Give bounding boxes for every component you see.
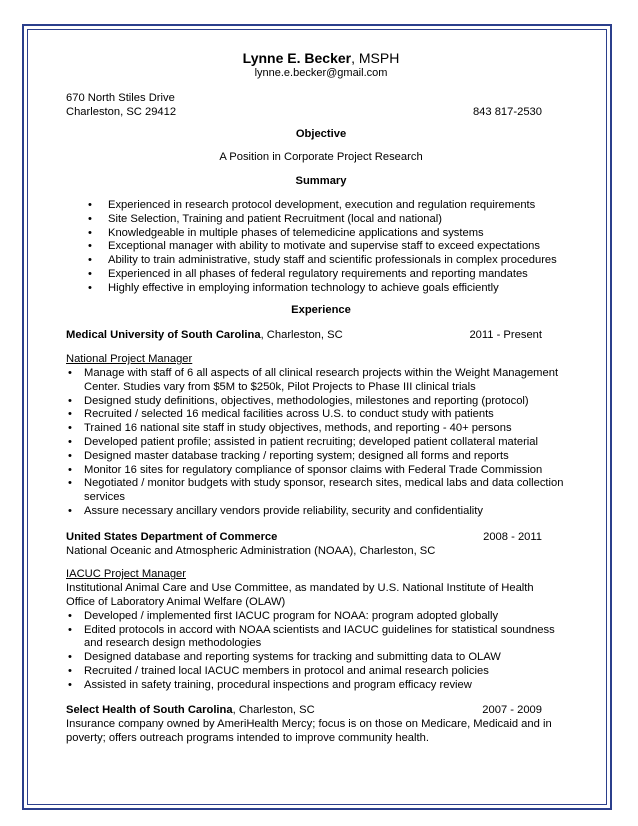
list-item: • Designed study definitions, objectives, methodologies, milestones and reporting (protocol) (66, 395, 576, 409)
list-item: • Trained 16 national site staff in study objectives, methods, and reporting - 40+ persons (66, 422, 576, 436)
summary-list (66, 199, 576, 296)
list-item: • Designed master database tracking / reporting system; designed all forms and reports (66, 450, 576, 464)
experience-title: Experience (291, 303, 351, 316)
job-dates: 2008 - 2011 (483, 530, 542, 543)
list-item: • Negotiated / monitor budgets with study sponsor, research sites, medical labs and data collection services (66, 477, 576, 505)
list-item: • Exceptional manager with ability to motivate and supervise staff to exceed expectations (66, 240, 576, 254)
list-item: • Manage with staff of 6 all aspects of all clinical research projects within the Weight Management Center. Studies vary from $5M to $250k, Pilot Projects to Phase III clinical trials (66, 367, 576, 395)
job-header (66, 531, 576, 545)
address-line-1: 670 North Stiles Drive (66, 92, 175, 104)
objective-text: A Position in Corporate Project Research (219, 151, 423, 164)
employer-name: Medical University of South Carolina (66, 329, 261, 342)
job-description: poverty; offers outreach programs intended to improve community health. (66, 732, 429, 745)
list-item: • Experienced in all phases of federal regulatory requirements and reporting mandates (66, 268, 576, 282)
employer-subdivision: National Oceanic and Atmospheric Administration (NOAA), Charleston, SC (66, 544, 436, 557)
phone-number: 843 817-2530 (472, 105, 542, 118)
list-item: • Developed patient profile; assisted in patient recruiting; developed patient collateral material (66, 436, 576, 450)
list-item: • Site Selection, Training and patient Recruitment (local and national) (66, 213, 576, 227)
list-item: • Monitor 16 sites for regulatory compliance of sponsor claims with Federal Trade Commission (66, 464, 576, 478)
list-item: • Assisted in safety training, procedural inspections and program efficacy review (66, 679, 576, 693)
full-name: Lynne E. Becker (242, 50, 352, 66)
list-item: • Assure necessary ancillary vendors provide reliability, security and confidentiality (66, 505, 576, 519)
employer-location: , Charleston, SC (232, 704, 315, 717)
list-item: • Recruited / trained local IACUC members in protocol and animal research policies (66, 665, 576, 679)
job-header (66, 329, 576, 343)
list-item: • Edited protocols in accord with NOAA scientists and IACUC guidelines for statistical soundness and research design methodologies (66, 624, 576, 652)
list-item: • Knowledgeable in multiple phases of telemedicine applications and systems (66, 227, 576, 241)
employer-name: Select Health of South Carolina (66, 704, 233, 717)
address-phone-row (66, 106, 576, 120)
job-bullets (66, 610, 576, 693)
job-dates: 2007 - 2009 (482, 704, 542, 717)
list-item: • Experienced in research protocol development, execution and regulation requirements (66, 199, 576, 213)
list-item: • Designed database and reporting systems for tracking and submitting data to OLAW (66, 651, 576, 665)
job-dates: 2011 - Present (469, 329, 542, 342)
job-role: IACUC Project Manager (66, 568, 186, 581)
address-line-2: Charleston, SC 29412 (66, 105, 177, 118)
summary-title: Summary (295, 175, 347, 188)
job-bullets (66, 367, 576, 519)
objective-title: Objective (295, 127, 347, 140)
credential: , MSPH (351, 50, 400, 66)
list-item: • Highly effective in employing information technology to achieve goals efficiently (66, 282, 576, 296)
job-role: National Project Manager (66, 353, 193, 366)
resume-document (66, 50, 576, 746)
job-header (66, 704, 576, 718)
job-description: Insurance company owned by AmeriHealth Mercy; focus is on those on Medicare, Medicaid and in (66, 718, 552, 731)
employer-name: United States Department of Commerce (66, 530, 278, 543)
employer-location: , Charleston, SC (260, 329, 343, 342)
job-description: Institutional Animal Care and Use Committee, as mandated by U.S. National Institute of Health (66, 582, 534, 595)
list-item: • Developed / implemented first IACUC program for NOAA: program adopted globally (66, 610, 576, 624)
job-description: Office of Laboratory Animal Welfare (OLAW) (66, 595, 286, 608)
name-heading (66, 50, 576, 67)
list-item: • Ability to train administrative, study staff and scientific professionals in complex procedures (66, 254, 576, 268)
email-link[interactable]: lynne.e.becker@gmail.com (254, 67, 388, 79)
list-item: • Recruited / selected 16 medical facilities across U.S. to conduct study with patients (66, 408, 576, 422)
